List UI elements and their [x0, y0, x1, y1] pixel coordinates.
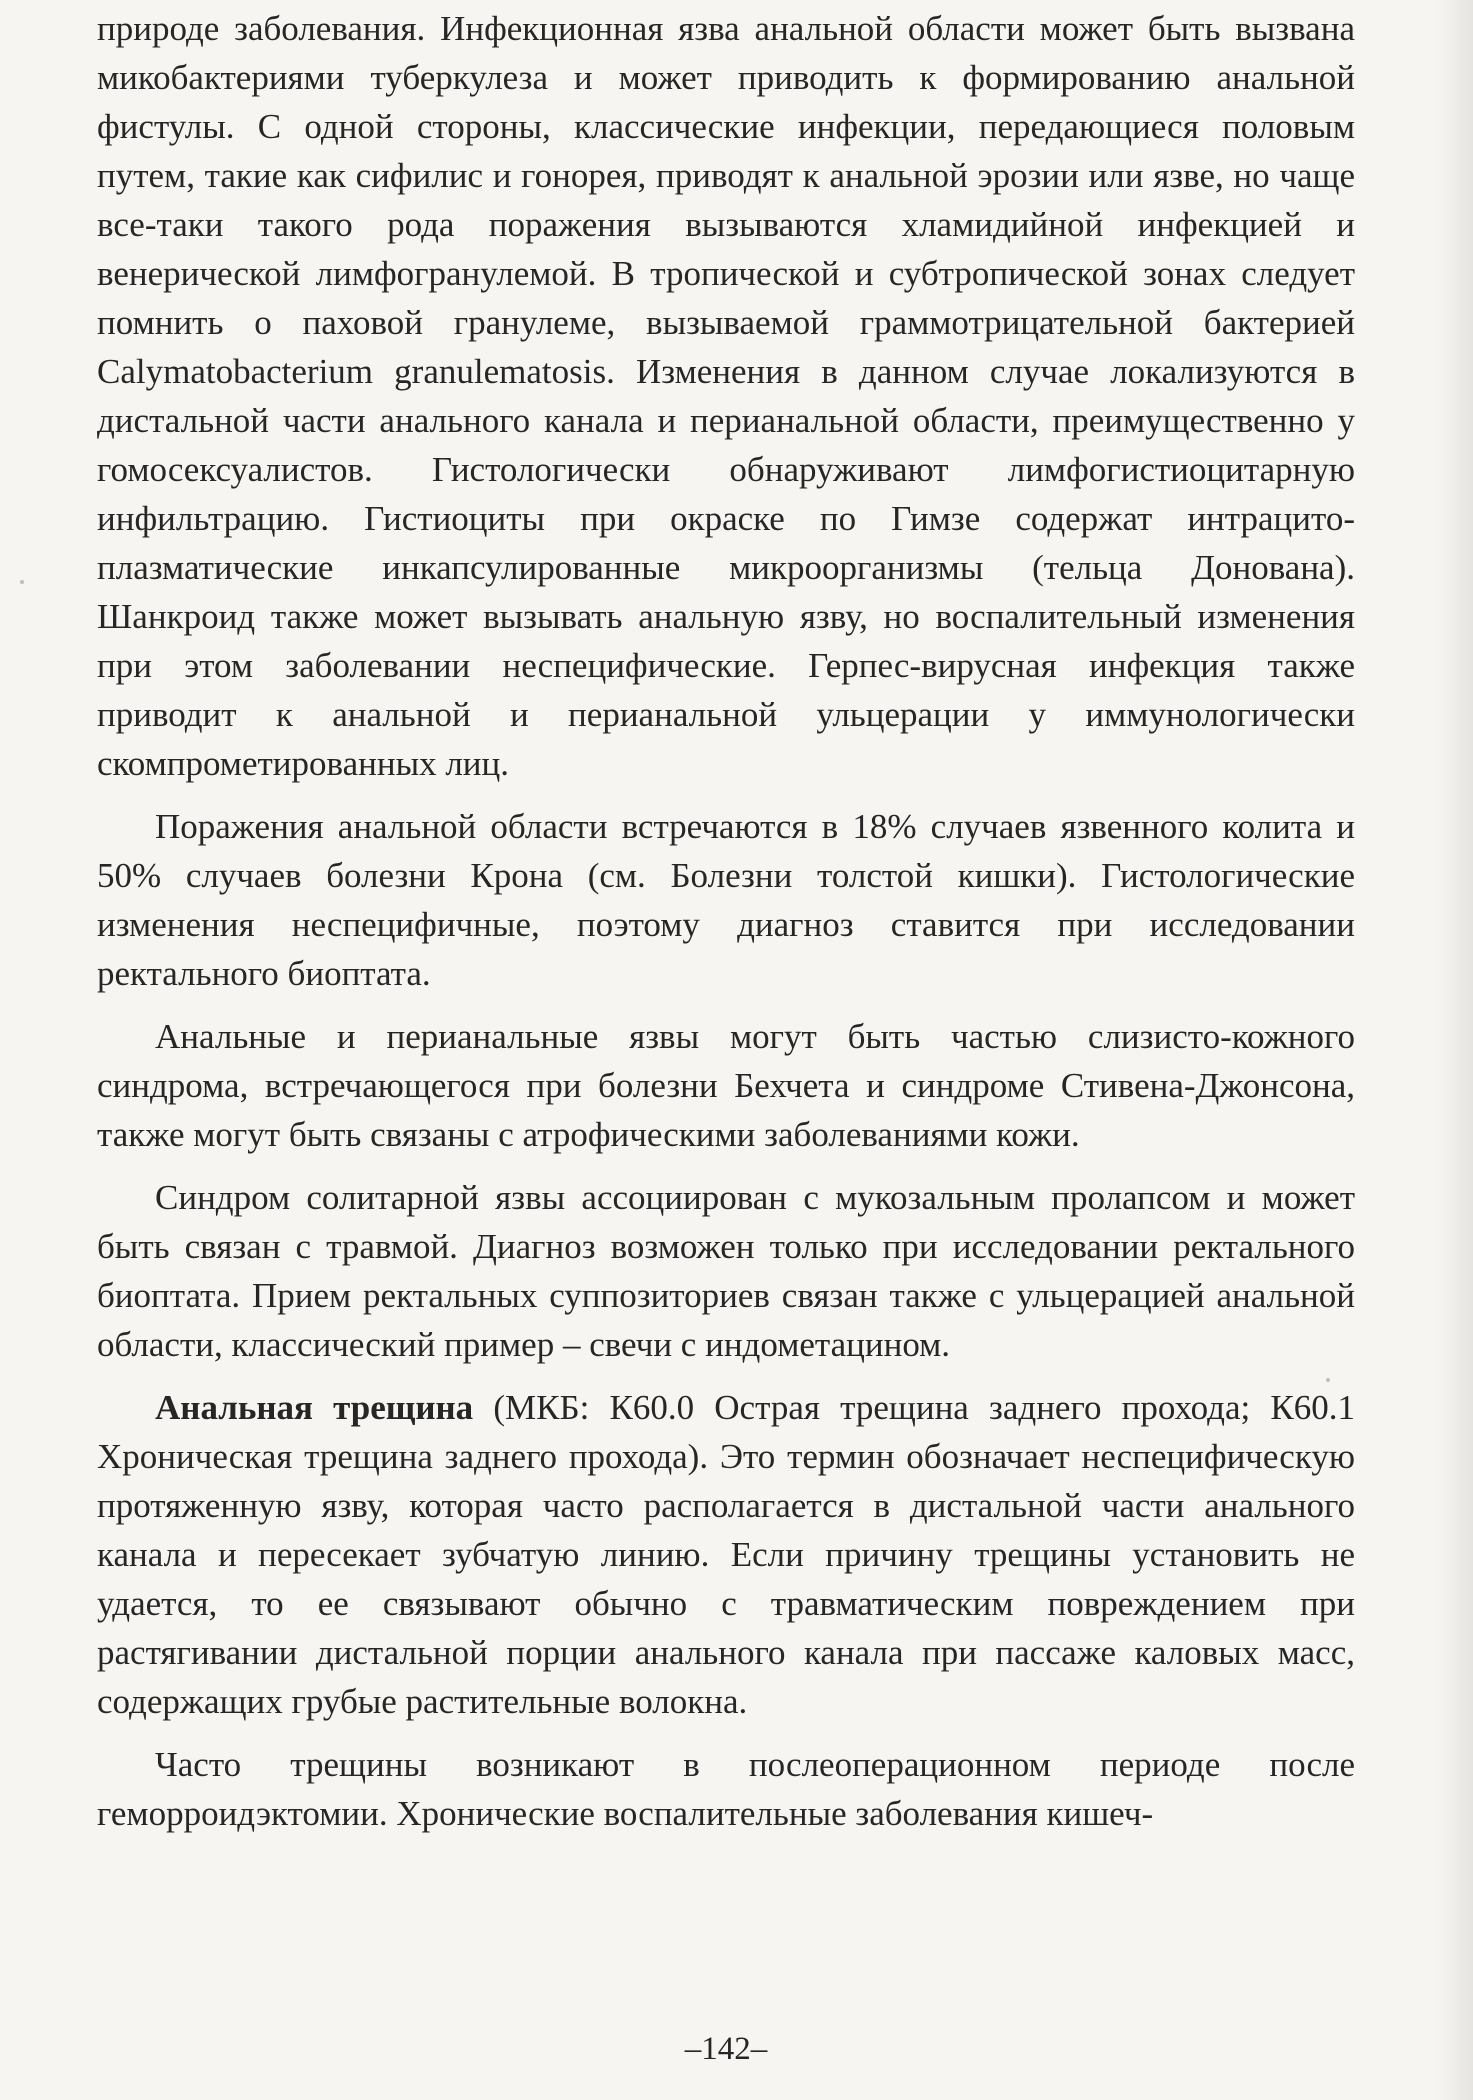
page-number: –142–: [684, 2031, 768, 2067]
scan-speck: [20, 580, 24, 584]
scan-speck: [1326, 1378, 1330, 1382]
paragraph-anal-fissure: [97, 1383, 1355, 1726]
paragraph-colitis-crohn: Поражения анальной области встречаются в 18% случаев язвенного колита и 50% случаев болезни Крона (см. Болезни толстой кишки). Гистологические изменения неспецифичные, поэтому диагноз ставится при исследовании ректального биоптата.: [97, 807, 1355, 993]
paragraph-anal-fissure-body: (МКБ: К60.0 Острая трещина заднего прохода; К60.1 Хроническая трещина заднего прохода). Это термин обозначает неспецифическую протяженную язву, которая часто располагается в дистальной части анального канала и пересекает зубчатую линию. Если причину трещины установить не удается, то ее связывают обычно с травматическим повреждением при растягивании дистальной порции анального канала при пассаже каловых масс, содержащих грубые растительные волокна.: [97, 1388, 1355, 1721]
paragraph-solitary-ulcer: Синдром солитарной язвы ассоциирован с мукозальным пролапсом и может быть связан с травмой. Диагноз возможен только при исследовании ректального биоптата. Прием ректальных суппозиториев связан также с ульцерацией анальной области, классический пример – свечи с индометацином.: [97, 1178, 1355, 1364]
paragraph-mucocutaneous: Анальные и перианальные язвы могут быть частью слизисто-кожного синдрома, встречающегося при болезни Бехчета и синдроме Стивена-Джонсона, также могут быть связаны с атрофическими заболеваниями кожи.: [97, 1017, 1355, 1154]
book-page: [97, 0, 1355, 2100]
paragraph-postoperative: Часто трещины возникают в послеоперационном периоде после геморроидэктомии. Хронические воспалительные заболевания кишеч-: [97, 1745, 1355, 1833]
body-text: [97, 4, 1355, 1852]
page-edge-shadow: [1437, 0, 1473, 2100]
paragraph-infections: природе заболевания. Инфекционная язва анальной области может быть вызвана микобактериями туберкулеза и может приводить к формированию анальной фистулы. С одной стороны, классические инфекции, передающиеся половым путем, такие как сифилис и гонорея, приводят к анальной эрозии или язве, но чаще все-таки такого рода поражения вызываются хламидийной инфекцией и венерической лимфогранулемой. В тропической и субтропической зонах следует помнить о паховой гранулеме, вызываемой граммотрицательной бактерией Calymatobacterium granulematosis. Изменения в данном случае локализуются в дистальной части анального канала и перианальной области, преимущественно у гомосексуалистов. Гистологически обнаруживают лимфогистиоцитарную инфильтрацию. Гистиоциты при окраске по Гимзе содержат интрацитоплазматические инкапсулированные микроорганизмы (тельца Донована). Шанкроид также может вызывать анальную язву, но воспалительный изменения при этом заболевании неспецифические. Герпес-вирусная инфекция также приводит к анальной и перианальной ульцерации у иммунологически скомпрометированных лиц.: [97, 9, 1355, 783]
run-in-heading-anal-fissure: Анальная трещина: [155, 1388, 474, 1427]
